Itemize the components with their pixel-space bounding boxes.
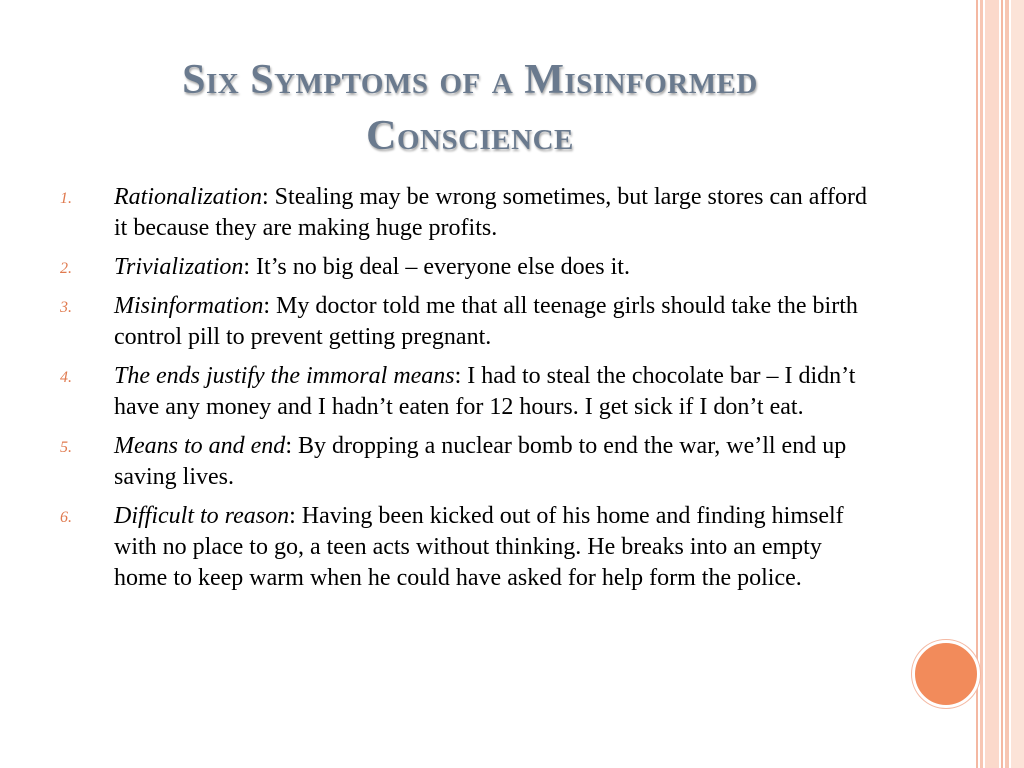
stripe [1011, 0, 1024, 768]
item-term: Trivialization [114, 254, 244, 280]
item-number: 5. [60, 439, 72, 456]
list-item [60, 361, 880, 423]
item-number: 1. [60, 190, 72, 207]
item-text: : By dropping a nuclear bomb to end the war, we’ll end up saving lives. [114, 433, 847, 490]
stripe [1001, 0, 1003, 768]
item-text: : I had to steal the chocolate bar – I didn’t have any money and I hadn’t eaten for 12 hours. I get sick if I don’t eat. [114, 363, 856, 420]
item-term: Misinformation [114, 293, 264, 319]
item-text: : Having been kicked out of his home and finding himself with no place to go, a teen acts without thinking. He breaks into an empty home to keep warm when he could have asked for help form the police. [114, 503, 844, 591]
stripe [980, 0, 983, 768]
list-item [60, 501, 880, 594]
item-text: : My doctor told me that all teenage girls should take the birth control pill to prevent getting pregnant. [114, 293, 858, 350]
item-number: 2. [60, 260, 72, 277]
list-item [60, 252, 880, 283]
list-item [60, 182, 880, 244]
item-number: 3. [60, 299, 72, 316]
stripe [976, 0, 978, 768]
item-text: : It’s no big deal – everyone else does it. [243, 254, 630, 280]
list-item [60, 431, 880, 493]
item-number: 6. [60, 509, 72, 526]
decorative-stripes [976, 0, 1024, 768]
item-term: The ends justify the immoral means [114, 363, 455, 389]
item-text: : Stealing may be wrong sometimes, but large stores can afford it because they are making huge profits. [114, 184, 867, 241]
item-number: 4. [60, 369, 72, 386]
item-term: Difficult to reason [114, 503, 290, 529]
symptom-list [60, 182, 880, 602]
stripe [1005, 0, 1009, 768]
slide-title: Six Symptoms of a Misinformed Conscience [182, 57, 758, 159]
stripe [985, 0, 999, 768]
decorative-circle [912, 640, 980, 708]
list-item [60, 291, 880, 353]
item-term: Means to and end [114, 433, 286, 459]
item-term: Rationalization [114, 184, 263, 210]
